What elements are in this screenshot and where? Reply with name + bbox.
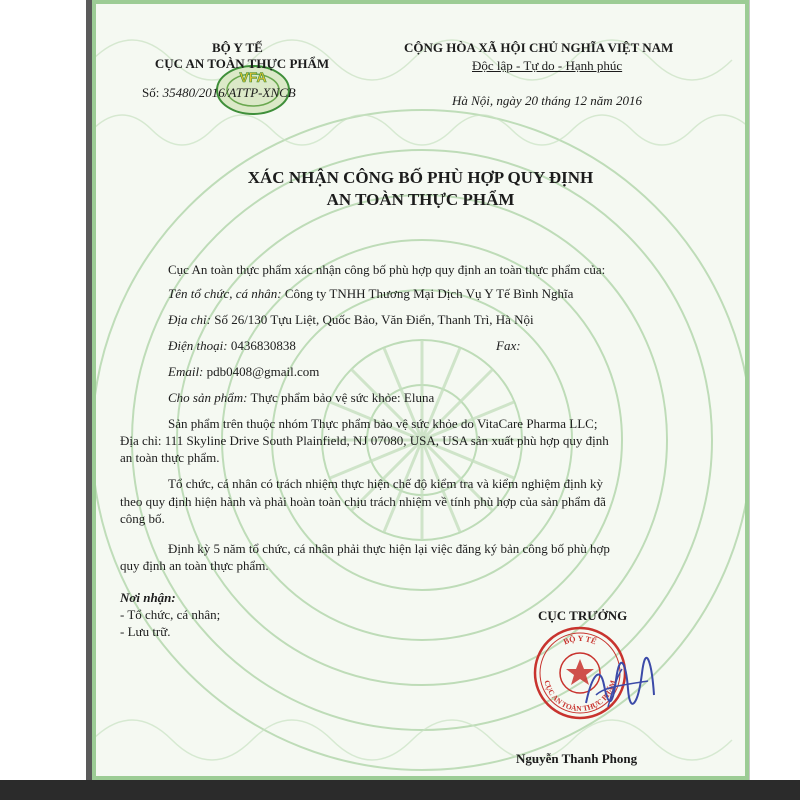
signature bbox=[582, 655, 657, 717]
para1-line1: Sản phẩm trên thuộc nhóm Thực phẩm bảo vệ sức khỏe do VitaCare Pharma LLC; bbox=[168, 416, 598, 431]
org-label: Tên tổ chức, cá nhân: bbox=[168, 286, 282, 301]
recipients-label: Nơi nhận: bbox=[120, 590, 176, 605]
recipient-2: - Lưu trữ. bbox=[120, 624, 171, 639]
org-row bbox=[168, 286, 573, 302]
para3-line2: quy định an toàn thực phẩm. bbox=[120, 558, 269, 573]
product-label: Cho sản phẩm: bbox=[168, 390, 248, 405]
republic-title: CỘNG HÒA XÃ HỘI CHỦ NGHĨA VIỆT NAM bbox=[404, 40, 674, 55]
para1-line3: an toàn thực phẩm. bbox=[120, 450, 220, 465]
intro-text: Cục An toàn thực phẩm xác nhận công bố phù hợp quy định an toàn thực phẩm của: bbox=[168, 262, 606, 277]
issue-date: Hà Nội, ngày 20 tháng 12 năm 2016 bbox=[452, 93, 642, 108]
seal-text-bottom: CỤC AN TOÀN THỰC PHẨM bbox=[542, 679, 618, 714]
recipient-1: - Tổ chức, cá nhân; bbox=[120, 607, 221, 622]
phone-label: Điện thoại: bbox=[168, 338, 228, 353]
document-title-line1: XÁC NHẬN CÔNG BỐ PHÙ HỢP QUY ĐỊNH bbox=[247, 168, 594, 187]
viewer-left-margin bbox=[0, 0, 86, 800]
viewer-right-margin bbox=[749, 0, 800, 800]
phone-row bbox=[168, 338, 296, 354]
viewer-edge-line bbox=[749, 0, 750, 780]
viewer-bottom-bar bbox=[0, 780, 800, 800]
email-row bbox=[168, 364, 319, 380]
svg-text:BỘ Y TẾ bbox=[562, 634, 598, 647]
fax-label: Fax: bbox=[496, 338, 521, 353]
ministry-name: BỘ Y TẾ bbox=[212, 40, 263, 55]
org-value: Công ty TNHH Thương Mại Dịch Vụ Y Tế Bình Nghĩa bbox=[284, 286, 574, 301]
para3-line1: Định kỳ 5 năm tổ chức, cá nhân phải thực hiện lại việc đăng ký bản công bố phù hợp bbox=[168, 541, 610, 556]
product-row bbox=[168, 390, 434, 406]
document-page bbox=[86, 0, 749, 780]
phone-value: 0436830838 bbox=[230, 338, 296, 353]
seal-text-top: BỘ Y TẾ bbox=[562, 633, 598, 647]
logo-text: VFA bbox=[239, 69, 267, 85]
para2-line3: công bố. bbox=[120, 511, 165, 526]
product-value: Thực phẩm bảo vệ sức khỏe: Eluna bbox=[250, 390, 435, 405]
para2-line1: Tổ chức, cá nhân có trách nhiệm thực hiện chế độ kiểm tra và kiểm nghiệm định kỳ bbox=[168, 476, 604, 491]
email-value: pdb0408@gmail.com bbox=[206, 364, 320, 379]
signer-name: Nguyễn Thanh Phong bbox=[516, 751, 638, 766]
agency-name: CỤC AN TOÀN THỰC PHẨM bbox=[154, 56, 330, 71]
para1-line2: Địa chỉ: 111 Skyline Drive South Plainfield, NJ 07080, USA, USA sản xuất phù hợp quy định bbox=[120, 433, 609, 448]
address-row bbox=[168, 312, 534, 328]
para2-line2: theo quy định hiện hành và phải hoàn toàn chịu trách nhiệm về tính phù hợp của sản phẩm đã bbox=[120, 494, 606, 509]
doc-no-label: Số: bbox=[142, 85, 160, 100]
document-number bbox=[142, 85, 296, 101]
email-label: Email: bbox=[168, 364, 204, 379]
address-label: Địa chỉ: bbox=[168, 312, 211, 327]
document-title-line2: AN TOÀN THỰC PHẨM bbox=[326, 190, 515, 209]
address-value: Số 26/130 Tựu Liệt, Quốc Bảo, Văn Điển, Thanh Trì, Hà Nội bbox=[214, 312, 534, 327]
signer-title: CỤC TRƯỞNG bbox=[538, 608, 628, 623]
national-motto: Độc lập - Tự do - Hạnh phúc bbox=[472, 58, 623, 73]
doc-no-value: 35480/2016/ATTP-XNCB bbox=[162, 85, 296, 100]
